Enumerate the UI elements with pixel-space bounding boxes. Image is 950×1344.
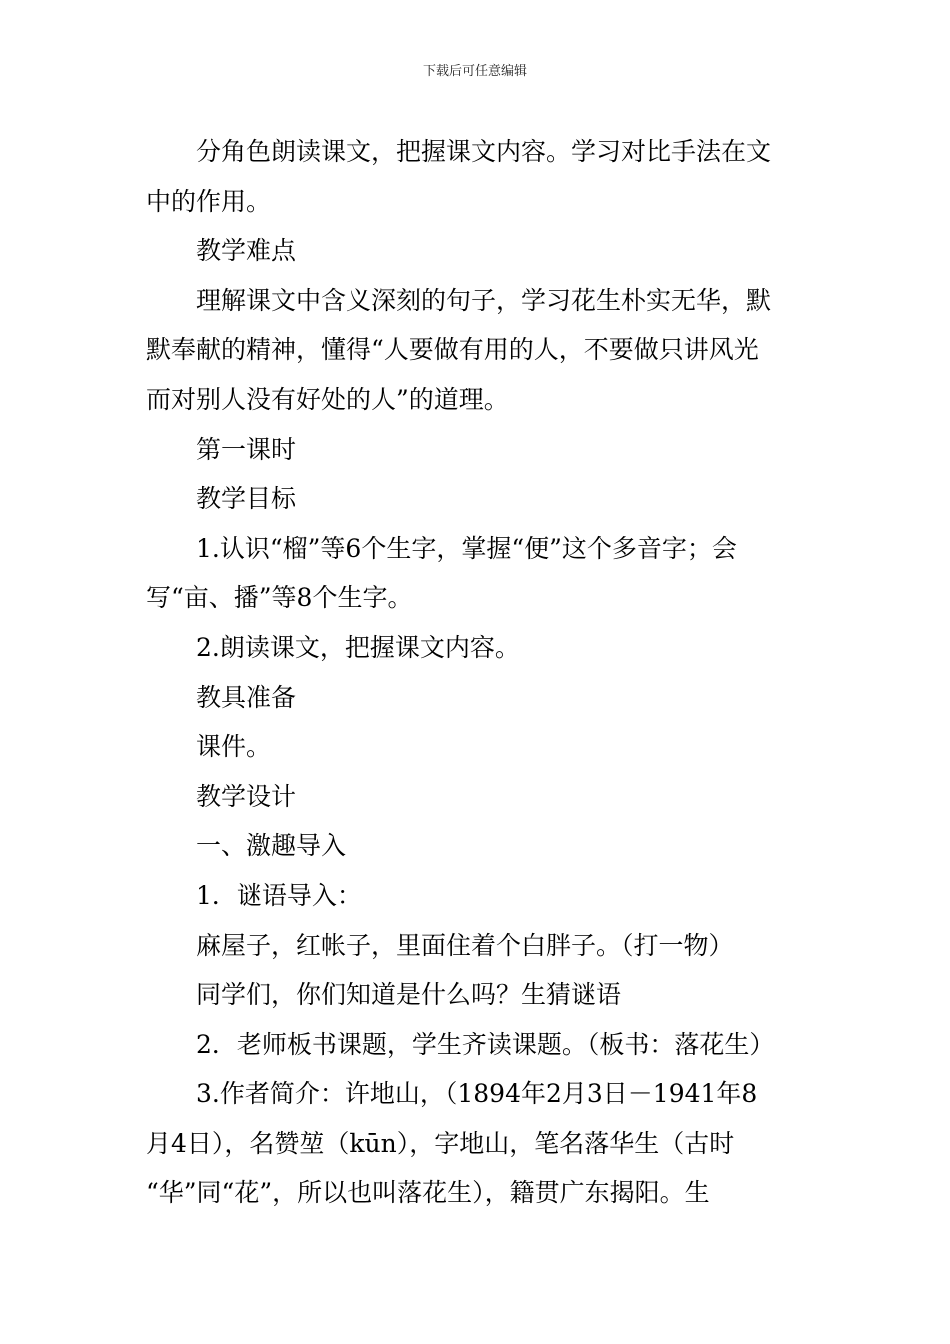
text-line: 3.作者简介：许地山，（1894年2月3日－1941年8 bbox=[196, 1079, 758, 1109]
text-line: 中的作用。 bbox=[146, 186, 272, 216]
text-line: 写“亩、播”等8个生字。 bbox=[146, 583, 413, 613]
document-body bbox=[146, 127, 806, 1218]
text-line: “华”同“花”，所以也叫落花生），籍贯广东揭阳。生 bbox=[146, 1178, 710, 1208]
text-line: 而对别人没有好处的人”的道理。 bbox=[146, 384, 509, 414]
section-heading: 一、激趣导入 bbox=[196, 831, 347, 861]
section-heading: 第一课时 bbox=[196, 434, 297, 464]
text-line: 理解课文中含义深刻的句子，学习花生朴实无华，默 bbox=[196, 285, 772, 315]
text-line: 1.认识“榴”等6个生字，掌握“便”这个多音字；会 bbox=[196, 533, 737, 563]
text-line: 分角色朗读课文，把握课文内容。学习对比手法在文 bbox=[196, 137, 772, 166]
section-heading: 教学目标 bbox=[196, 484, 297, 514]
page-header: 下载后可任意编辑 bbox=[422, 64, 527, 79]
text-line: 1．谜语导入： bbox=[196, 880, 362, 910]
section-heading: 教学设计 bbox=[196, 781, 297, 811]
text-line: 课件。 bbox=[196, 732, 272, 762]
text-line: 月4日），名赞堃（kūn），字地山，笔名落华生（古时 bbox=[146, 1128, 735, 1158]
text-line: 2．老师板书课题，学生齐读课题。（板书：落花生） bbox=[196, 1029, 775, 1059]
section-heading: 教学难点 bbox=[196, 236, 297, 266]
text-line: 麻屋子，红帐子，里面住着个白胖子。（打一物） bbox=[196, 930, 734, 960]
text-line: 同学们，你们知道是什么吗？生猜谜语 bbox=[196, 980, 622, 1010]
text-line: 默奉献的精神，懂得“人要做有用的人，不要做只讲风光 bbox=[146, 335, 759, 365]
section-heading: 教具准备 bbox=[196, 682, 297, 712]
text-line: 2.朗读课文，把握课文内容。 bbox=[196, 632, 520, 662]
